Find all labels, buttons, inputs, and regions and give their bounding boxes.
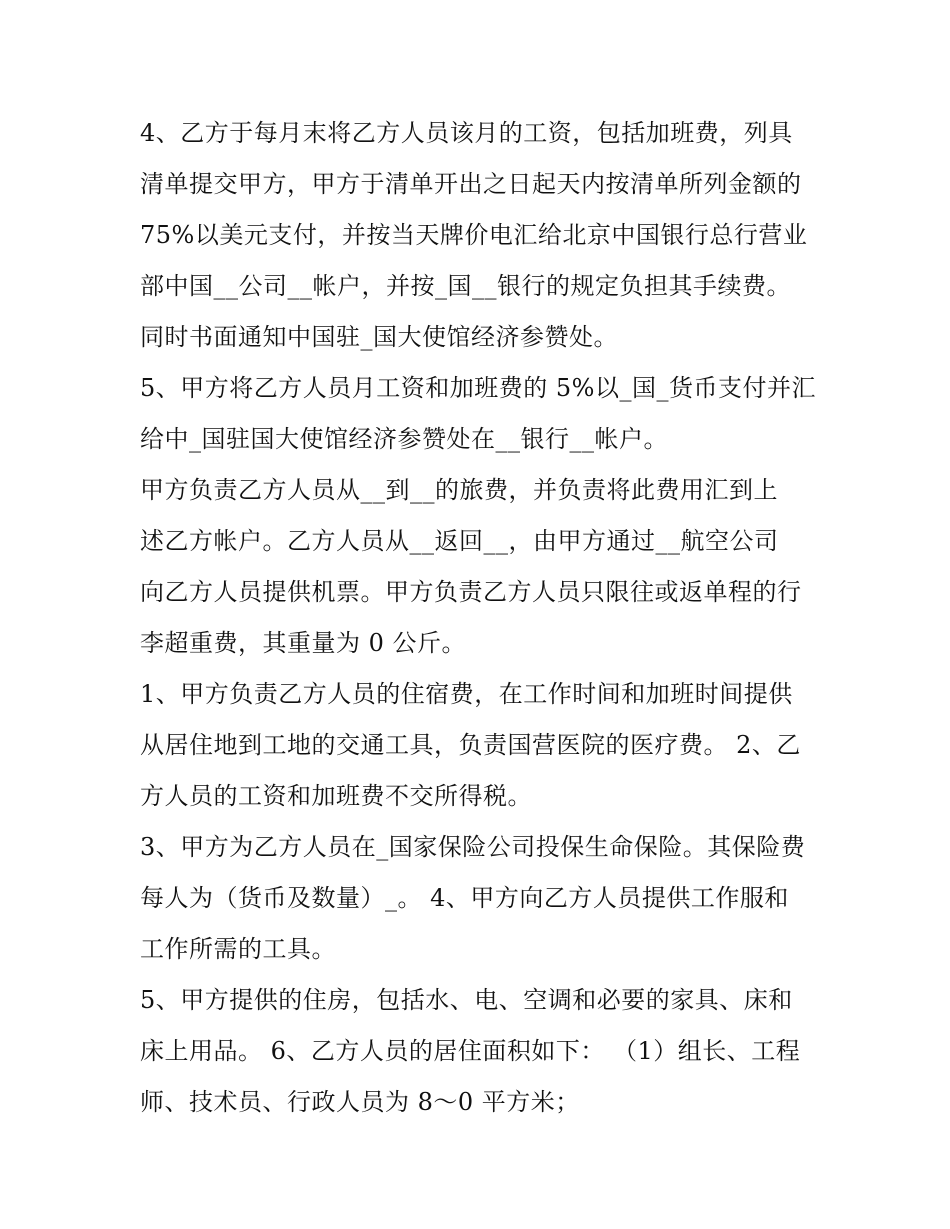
text-line: 向乙方人员提供机票。甲方负责乙方人员只限往或返单程的行 xyxy=(140,578,802,606)
text-line: 给中_国驻国大使馆经济参赞处在__银行__帐户。 xyxy=(140,425,668,453)
text-line: 4、乙方于每月末将乙方人员该月的工资，包括加班费，列具 xyxy=(140,119,793,147)
text-line: 同时书面通知中国驻_国大使馆经济参赞处。 xyxy=(140,323,618,351)
text-line: 部中国__公司__帐户，并按_国__银行的规定负担其手续费。 xyxy=(140,272,791,300)
text-line: 李超重费，其重量为 0 公斤。 xyxy=(140,629,467,657)
text-line: 师、技术员、行政人员为 8～0 平方米； xyxy=(140,1088,580,1116)
document-body xyxy=(140,108,820,1128)
text-line: 5、甲方提供的住房，包括水、电、空调和必要的家具、床和 xyxy=(140,986,793,1014)
text-line: 甲方负责乙方人员从__到__的旅费，并负责将此费用汇到上 xyxy=(140,476,778,504)
text-line: 方人员的工资和加班费不交所得税。 xyxy=(140,782,532,810)
text-line: 75%以美元支付，并按当天牌价电汇给北京中国银行总行营业 xyxy=(140,221,808,249)
text-line: 5、甲方将乙方人员月工资和加班费的 5%以_国_货币支付并汇 xyxy=(140,374,816,402)
text-line: 清单提交甲方，甲方于清单开出之日起天内按清单所列金额的 xyxy=(140,170,802,198)
text-line: 工作所需的工具。 xyxy=(140,935,336,963)
text-line: 从居住地到工地的交通工具，负责国营医院的医疗费。 2、乙 xyxy=(140,731,801,759)
text-line: 每人为（货币及数量）_。 4、甲方向乙方人员提供工作服和 xyxy=(140,884,789,912)
text-line: 1、甲方负责乙方人员的住宿费，在工作时间和加班时间提供 xyxy=(140,680,793,708)
text-line: 述乙方帐户。乙方人员从__返回__，由甲方通过__航空公司 xyxy=(140,527,779,555)
text-line: 3、甲方为乙方人员在_国家保险公司投保生命保险。其保险费 xyxy=(140,833,806,861)
text-line: 床上用品。 6、乙方人员的居住面积如下： （1）组长、工程 xyxy=(140,1037,801,1065)
